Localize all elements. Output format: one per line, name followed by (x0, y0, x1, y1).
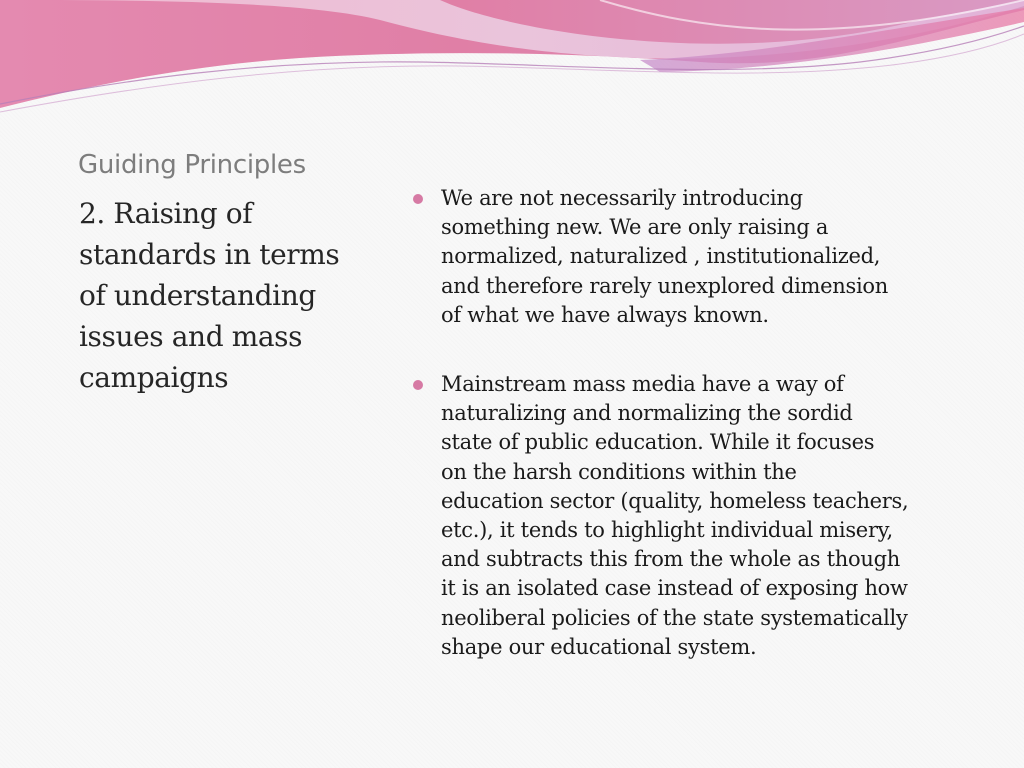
bullet-line: education sector (quality, homeless teachers, (441, 488, 909, 513)
left-heading-line: 2. Raising of (79, 197, 253, 230)
slide-title: Guiding Principles (78, 150, 306, 180)
bullet-item (410, 184, 990, 330)
bullet-line: on the harsh conditions within the (441, 459, 797, 484)
bullet-line: Mainstream mass media have a way of (441, 372, 844, 397)
bullet-line: etc.), it tends to highlight individual misery, (441, 518, 893, 543)
bullet-line: something new. We are only raising a (441, 215, 829, 240)
bullet-dot-icon (413, 380, 423, 390)
left-heading-line: campaigns (79, 361, 229, 394)
bullet-item (410, 370, 990, 662)
left-heading-line: standards in terms (79, 238, 340, 271)
bullet-line: of what we have always known. (441, 302, 769, 327)
left-heading-line: of understanding (79, 279, 316, 312)
bullet-list (410, 184, 990, 662)
bullet-line: it is an isolated case instead of exposing how (441, 576, 908, 601)
bullet-line: neoliberal policies of the state systematically (441, 605, 908, 630)
bullet-line: and therefore rarely unexplored dimension (441, 273, 888, 298)
bullet-line: shape our educational system. (441, 634, 757, 659)
bullet-dot-icon (413, 194, 423, 204)
left-column-heading (79, 193, 379, 398)
bullet-line: normalized, naturalized , institutionalized, (441, 244, 881, 269)
left-heading-line: issues and mass (79, 320, 303, 353)
bullet-line: We are not necessarily introducing (441, 186, 803, 210)
bullet-line: state of public education. While it focuses (441, 430, 875, 455)
bullet-line: naturalizing and normalizing the sordid (441, 401, 853, 426)
bullet-line: and subtracts this from the whole as though (441, 547, 900, 572)
header-wave-decoration (0, 0, 1024, 120)
